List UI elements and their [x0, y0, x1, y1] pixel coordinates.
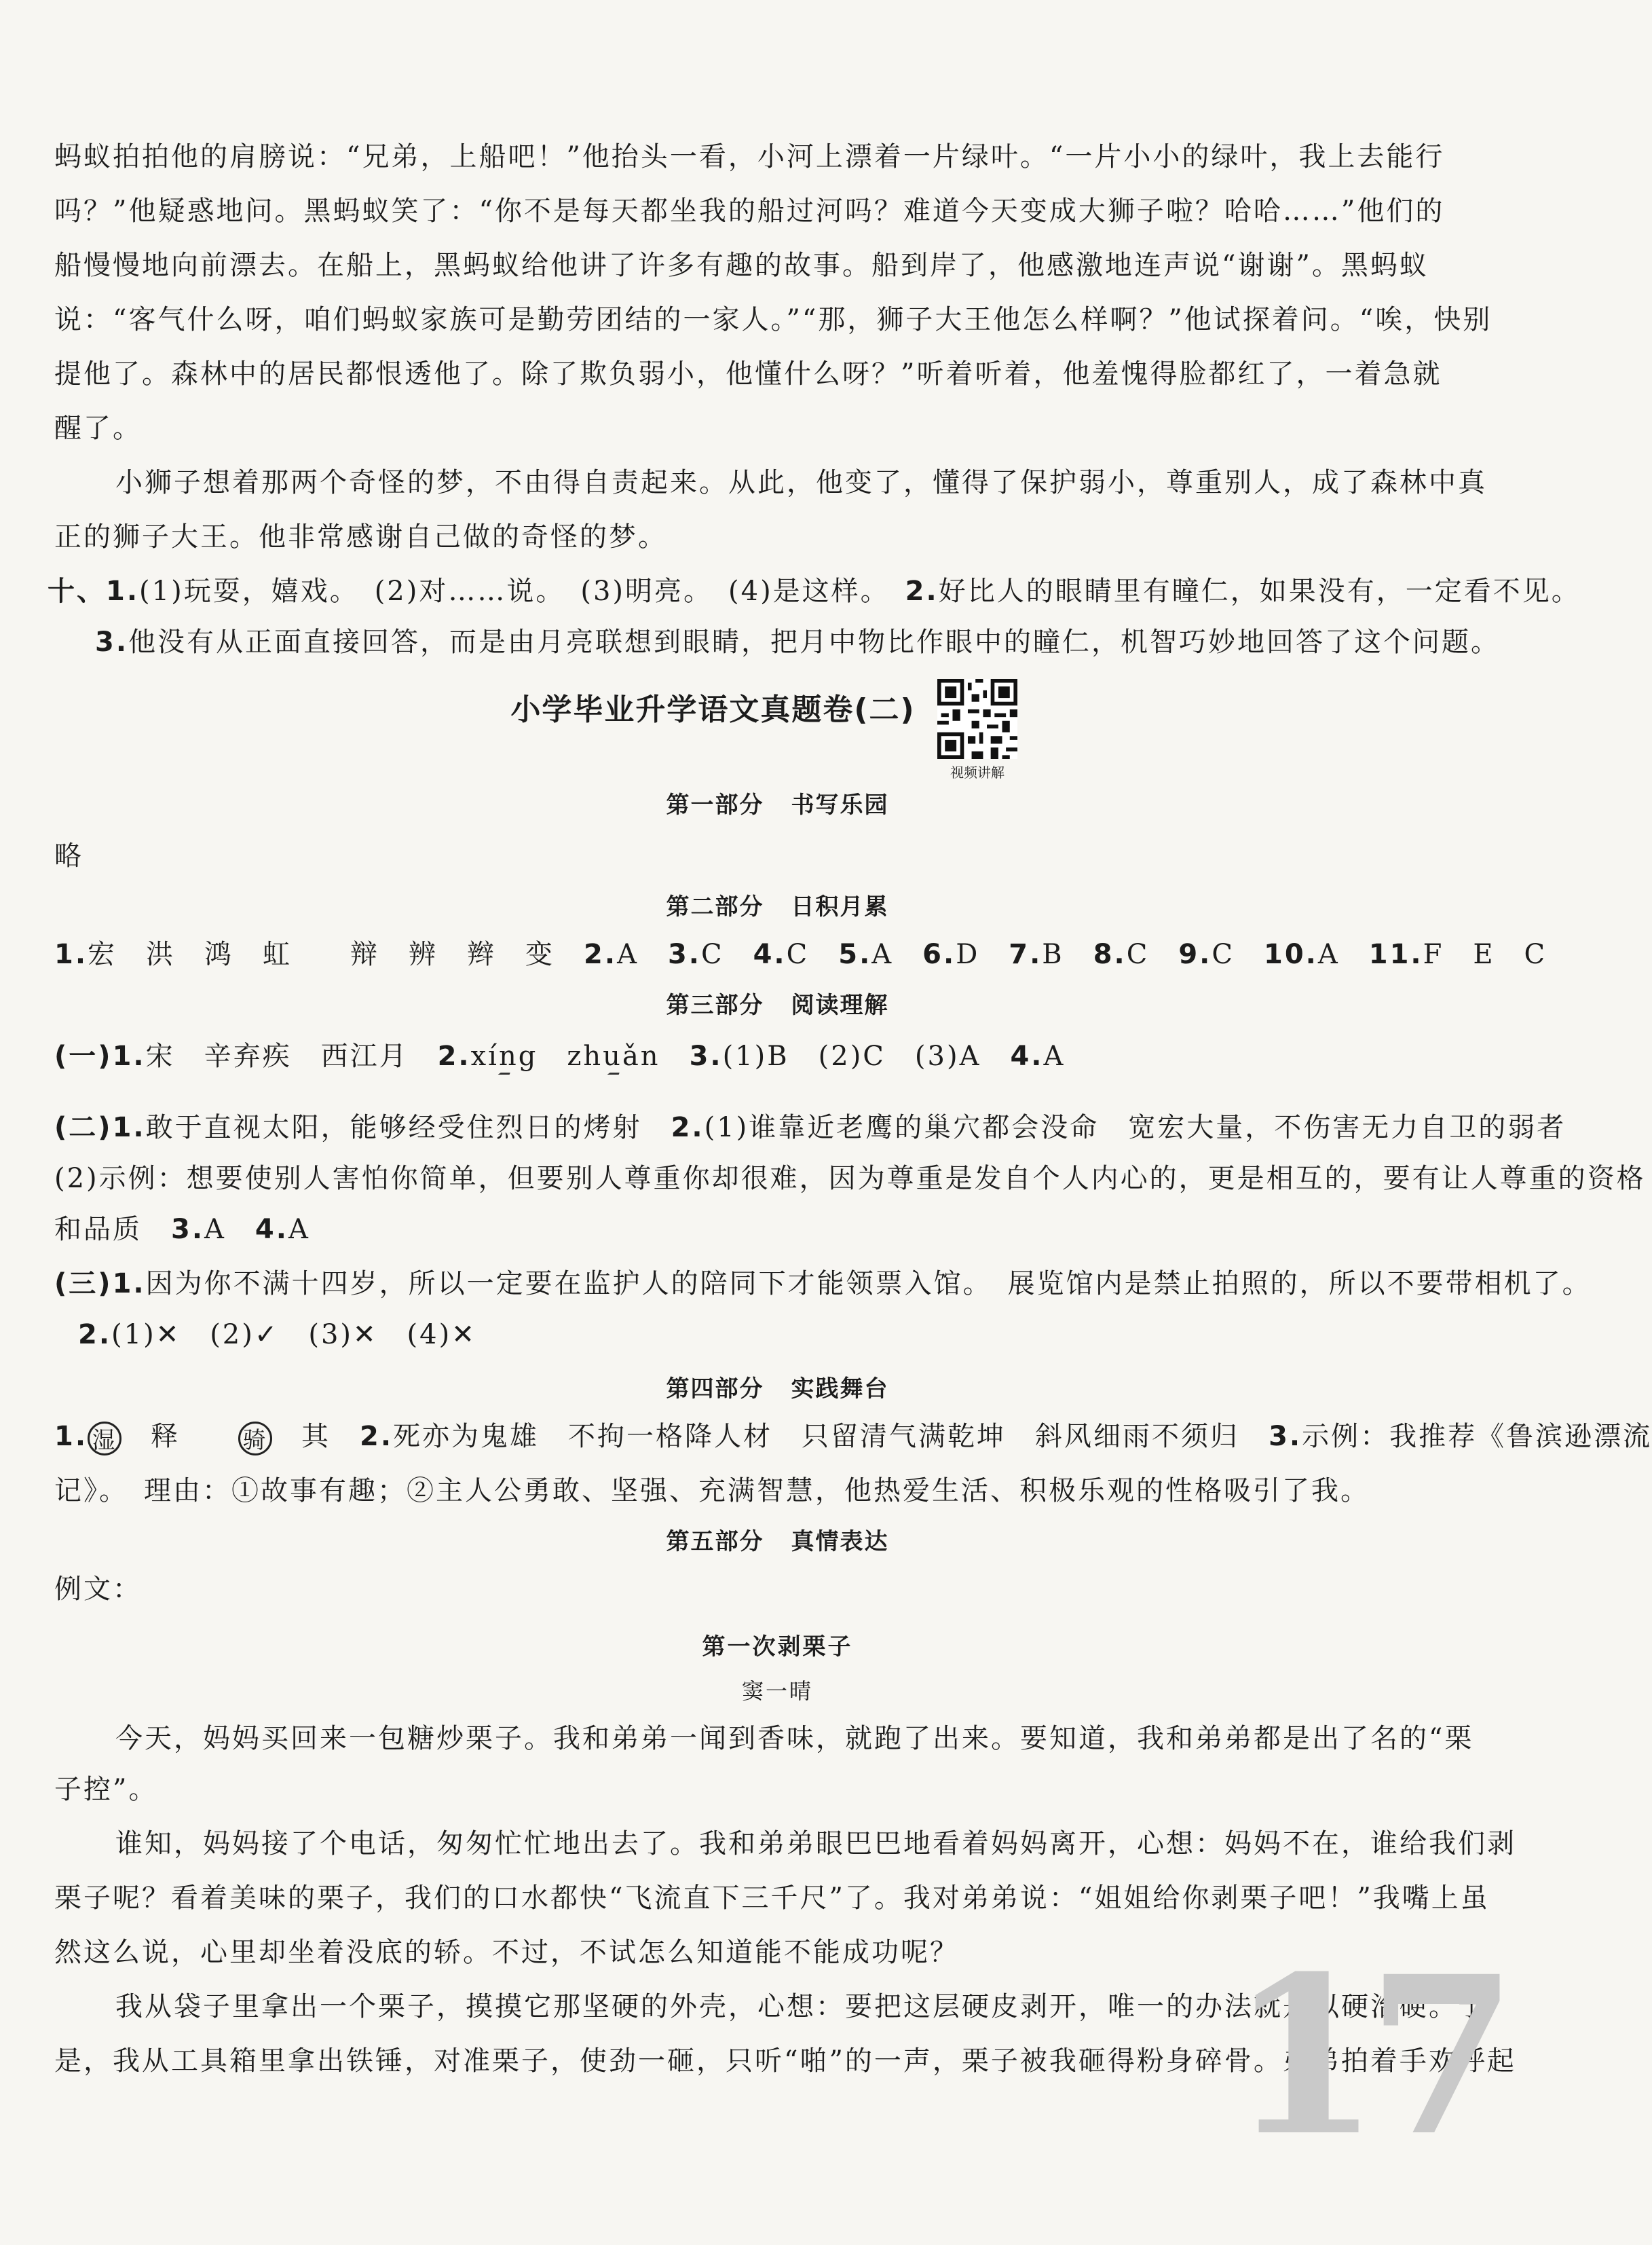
- answer: 释: [151, 1421, 181, 1452]
- part2-heading: [0, 889, 1555, 925]
- answer: (1)谁靠近老鹰的巢穴都会没命 宽宏大量，不伤害无力自卫的弱者: [704, 1112, 1566, 1143]
- q-num: 2.: [905, 576, 939, 607]
- q-num: 5.: [838, 939, 872, 970]
- part-name: 真情表达: [791, 1528, 889, 1555]
- answer: 其: [301, 1421, 331, 1452]
- pinyin-1: [471, 1039, 538, 1074]
- part3-section2-line1: [54, 1110, 1566, 1145]
- answer: A: [1317, 939, 1340, 970]
- part4-line1: [54, 1419, 1652, 1455]
- part3-section2-line3: [54, 1212, 1500, 1247]
- essay-line: 然这么说，心里却坐着没底的轿。不过，不试怎么知道能不能成功呢？: [54, 1937, 959, 1968]
- checkmark-icon: [498, 1066, 513, 1075]
- page-number: 17: [1228, 1929, 1504, 2184]
- q-num: 1.: [112, 1268, 146, 1299]
- section-label: (三): [54, 1268, 113, 1299]
- part3-heading: [0, 988, 1555, 1023]
- circled-char: 骑: [238, 1422, 272, 1455]
- section-label: (二): [54, 1112, 113, 1143]
- q-num: 7.: [1009, 939, 1043, 970]
- q10-line2: [95, 625, 1541, 660]
- essay-line: 子控”。: [54, 1774, 158, 1805]
- part3-section1: [54, 1039, 1500, 1074]
- essay-title: 第一次剥栗子: [702, 1633, 853, 1660]
- story-line: 醒了。: [54, 413, 142, 444]
- q10-answer-2: 好比人的眼睛里有瞳仁，如果没有，一定看不见。: [938, 576, 1581, 607]
- q-num: 3.: [689, 1041, 723, 1072]
- answer: C: [1126, 939, 1150, 970]
- exam-title: 小学毕业升学语文真题卷(二): [510, 692, 916, 727]
- essay-line: 今天，妈妈买回来一包糖炒栗子。我和弟弟一闻到香味，就跑了出来。要知道，我和弟弟都是出了名的“栗: [115, 1723, 1474, 1754]
- part-name: 实践舞台: [791, 1375, 889, 1403]
- answer: C: [700, 939, 724, 970]
- pinyin-text: zhuǎn: [567, 1041, 660, 1072]
- answer: A: [1043, 1041, 1066, 1072]
- answer: (1)✕ (2)✓ (3)✕ (4)✕: [111, 1319, 476, 1350]
- part-title: 第四部分: [666, 1375, 764, 1403]
- circled-char: 湿: [88, 1422, 121, 1455]
- q-num: 2.: [584, 939, 618, 970]
- answer: D: [956, 939, 980, 970]
- story-line: 正的狮子大王。他非常感谢自己做的奇怪的梦。: [54, 521, 667, 553]
- pinyin-text: xíng: [470, 1041, 538, 1072]
- qr-label: 视频讲解: [950, 764, 1005, 781]
- q-num: 9.: [1178, 939, 1212, 970]
- answer: (1)B (2)C (3)A: [722, 1041, 981, 1072]
- story-line: 吗？”他疑惑地问。黑蚂蚁笑了：“你不是每天都坐我的船过河吗？难道今天变成大狮子啦？哈哈……”他们的: [54, 196, 1445, 227]
- part-title: 第一部分: [666, 792, 764, 819]
- answer: 和品质: [54, 1214, 142, 1245]
- answer: 敢于直视太阳，能够经受住烈日的烤射: [145, 1112, 642, 1143]
- part2-answers: [54, 937, 1547, 972]
- q-num: 1.: [112, 1112, 146, 1143]
- q-num: 2.: [78, 1319, 112, 1350]
- answer: 因为你不满十四岁，所以一定要在监护人的陪同下才能领票入馆。 展览馆内是禁止拍照的，所以不要带相机了。: [145, 1268, 1592, 1299]
- part1-heading: [0, 787, 1555, 823]
- answer: B: [1042, 939, 1064, 970]
- answer: A: [617, 939, 639, 970]
- q10-answer-1: (1)玩耍，嬉戏。 (2)对……说。 (3)明亮。 (4)是这样。: [139, 576, 876, 607]
- q-num: 2.: [437, 1041, 471, 1072]
- q-num: 10.: [1263, 939, 1318, 970]
- essay-line: 栗子呢？看着美味的栗子，我们的口水都快“飞流直下三千尺”了。我对弟弟说：“姐姐给你剥栗子吧！”我嘴上虽: [54, 1882, 1490, 1914]
- essay-author: 窦一晴: [741, 1678, 813, 1704]
- essay-line: 谁知，妈妈接了个电话，匆匆忙忙地出去了。我和弟弟眼巴巴地看着妈妈离开，心想：妈妈不在，谁给我们剥: [115, 1828, 1516, 1859]
- q-num: 1.: [54, 939, 88, 970]
- part3-section3-line1: [54, 1266, 1592, 1301]
- q10-line1: [48, 574, 1581, 609]
- answer: C: [786, 939, 810, 970]
- story-line: 提他了。森林中的居民都恨透他了。除了欺负弱小，他懂什么呀？”听着听着，他羞愧得脸都红了，一着急就: [54, 358, 1442, 390]
- part1-answer: 略: [54, 840, 83, 872]
- part3-section3-line2: [78, 1317, 1524, 1352]
- q-num: 3.: [1269, 1421, 1302, 1452]
- answer: 示例：我推荐《鲁滨逊漂流: [1302, 1421, 1652, 1452]
- q-num: 4.: [753, 939, 787, 970]
- answer: 宏 洪 鸿 虹 辩 辨 辫 变: [88, 939, 555, 970]
- story-line: 说：“客气什么呀，咱们蚂蚁家族可是勤劳团结的一家人。”“那，狮子大王他怎么样啊？”他试探着问。“唉，快别: [54, 304, 1493, 335]
- q-num: 3.: [95, 627, 129, 658]
- q-num: 3.: [667, 939, 701, 970]
- story-line: 蚂蚁拍拍他的肩膀说：“兄弟，上船吧！”他抬头一看，小河上漂着一片绿叶。“一片小小的绿叶，我上去能行: [54, 141, 1445, 172]
- answer: A: [288, 1214, 310, 1245]
- q-num: 1.: [106, 576, 140, 607]
- part5-heading: [0, 1524, 1555, 1559]
- part4-heading: [0, 1371, 1555, 1407]
- q10-label: 十、: [48, 576, 106, 607]
- q-num: 2.: [360, 1421, 394, 1452]
- q-num: 1.: [54, 1421, 88, 1452]
- answer: A: [871, 939, 894, 970]
- part4-line2: 记》。 理由：①故事有趣；②主人公勇敢、坚强、充满智慧，他热爱生活、积极乐观的性格吸引了我。: [54, 1475, 1370, 1506]
- q-num: 3.: [171, 1214, 205, 1245]
- part-title: 第二部分: [666, 893, 764, 921]
- essay-line: 是，我从工具箱里拿出铁锤，对准栗子，使劲一砸，只听“啪”的一声，栗子被我砸得粉身碎骨。弟弟拍着手欢呼起: [54, 2045, 1516, 2077]
- story-line: 小狮子想着那两个奇怪的梦，不由得自责起来。从此，他变了，懂得了保护弱小，尊重别人，成了森林中真: [115, 467, 1487, 498]
- q-num: 1.: [112, 1041, 146, 1072]
- q10-answer-3: 他没有从正面直接回答，而是由月亮联想到眼睛，把月中物比作眼中的瞳仁，机智巧妙地回答了这个问题。: [128, 627, 1501, 658]
- part3-section2-line2: (2)示例：想要使别人害怕你简单，但要别人尊重你却很难，因为尊重是发自个人内心的，更是相互的，要有让人尊重的资格: [54, 1163, 1646, 1194]
- q-num: 11.: [1368, 939, 1423, 970]
- section-label: (一): [54, 1041, 113, 1072]
- answer: C: [1212, 939, 1235, 970]
- qr-code-icon[interactable]: [937, 679, 1017, 759]
- answer: A: [204, 1214, 226, 1245]
- q-num: 6.: [922, 939, 956, 970]
- answer: F E C: [1423, 939, 1547, 970]
- pinyin-2: [567, 1039, 660, 1074]
- q-num: 4.: [255, 1214, 288, 1245]
- q-num: 2.: [671, 1112, 705, 1143]
- answer: 死亦为鬼雄 不拘一格降人材 只留清气满乾坤 斜风细雨不须归: [393, 1421, 1240, 1452]
- checkmark-icon: [607, 1066, 622, 1075]
- q-num: 4.: [1010, 1041, 1044, 1072]
- part-title: 第三部分: [666, 992, 764, 1019]
- part-name: 书写乐园: [791, 792, 889, 819]
- part-name: 日积月累: [791, 893, 889, 921]
- part-title: 第五部分: [666, 1528, 764, 1555]
- essay-line: 我从袋子里拿出一个栗子，摸摸它那坚硬的外壳，心想：要把这层硬皮剥开，唯一的办法就是以硬治硬。于: [115, 1991, 1487, 2022]
- part-name: 阅读理解: [791, 992, 889, 1019]
- example-label: 例文：: [54, 1574, 142, 1605]
- answer: 宋 辛弃疾 西江月: [145, 1041, 409, 1072]
- story-line: 船慢慢地向前漂去。在船上，黑蚂蚁给他讲了许多有趣的故事。船到岸了，他感激地连声说“谢谢”。黑蚂蚁: [54, 250, 1429, 281]
- q-num: 8.: [1093, 939, 1127, 970]
